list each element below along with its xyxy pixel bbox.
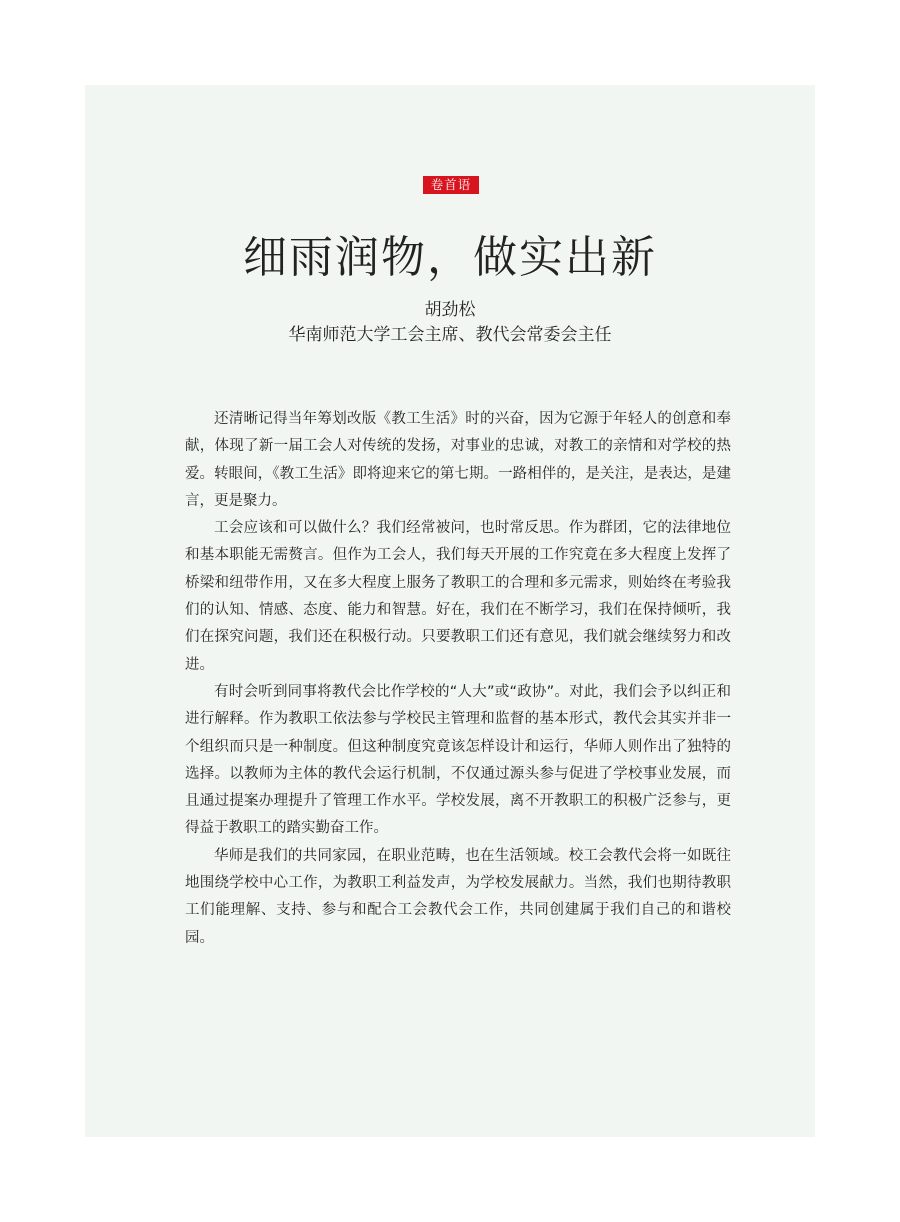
author-title: 华南师范大学工会主席、教代会常委会主任 xyxy=(288,325,612,345)
headline: 细雨润物，做实出新 xyxy=(243,232,657,283)
paragraph: 有时会听到同事将教代会比作学校的“人大”或“政协”。对此，我们会予以纠正和进行解释。作为教职工依法参与学校民主管理和监督的基本形式，教代会其实并非一个组织而只是一种制度。但这种制度究竟该怎样设计和运行，华师人则作出了独特的选择。以教师为主体的教代会运行机制，不仅通过源头参与促进了学校事业发展，而且通过提案办理提升了管理工作水平。学校发展，离不开教职工的积极广泛参与，更得益于教职工的踏实勤奋工作。 xyxy=(185,683,731,837)
paragraph: 工会应该和可以做什么？我们经常被问，也时常反思。作为群团，它的法律地位和基本职能无需赘言。但作为工会人，我们每天开展的工作究竟在多大程度上发挥了桥梁和纽带作用，又在多大程度上服务了教职工的合理和多元需求，则始终在考验我们的认知、情感、态度、能力和智慧。好在，我们在不断学习，我们在保持倾听，我们在探究问题，我们还在积极行动。只要教职工们还有意见，我们就会继续努力和改进。 xyxy=(185,520,731,673)
paragraph: 还清晰记得当年筹划改版《教工生活》时的兴奋，因为它源于年轻人的创意和奉献，体现了新一届工会人对传统的发扬，对事业的忠诚，对教工的亲情和对学校的热爱。转眼间，《教工生活》即将迎来它的第七期。一路相伴的，是关注，是表达，是建言，更是聚力。 xyxy=(185,411,731,509)
author-name: 胡劲松 xyxy=(424,300,476,320)
column-tag: 卷首语 xyxy=(423,176,479,194)
article-body xyxy=(185,406,731,952)
paragraph: 华师是我们的共同家园，在职业范畴，也在生活领域。校工会教代会将一如既往地围绕学校中心工作，为教职工利益发声，为学校发展献力。当然，我们也期待教职工们能理解、支持、参与和配合工会教代会工作，共同创建属于我们自己的和谐校园。 xyxy=(185,847,731,946)
